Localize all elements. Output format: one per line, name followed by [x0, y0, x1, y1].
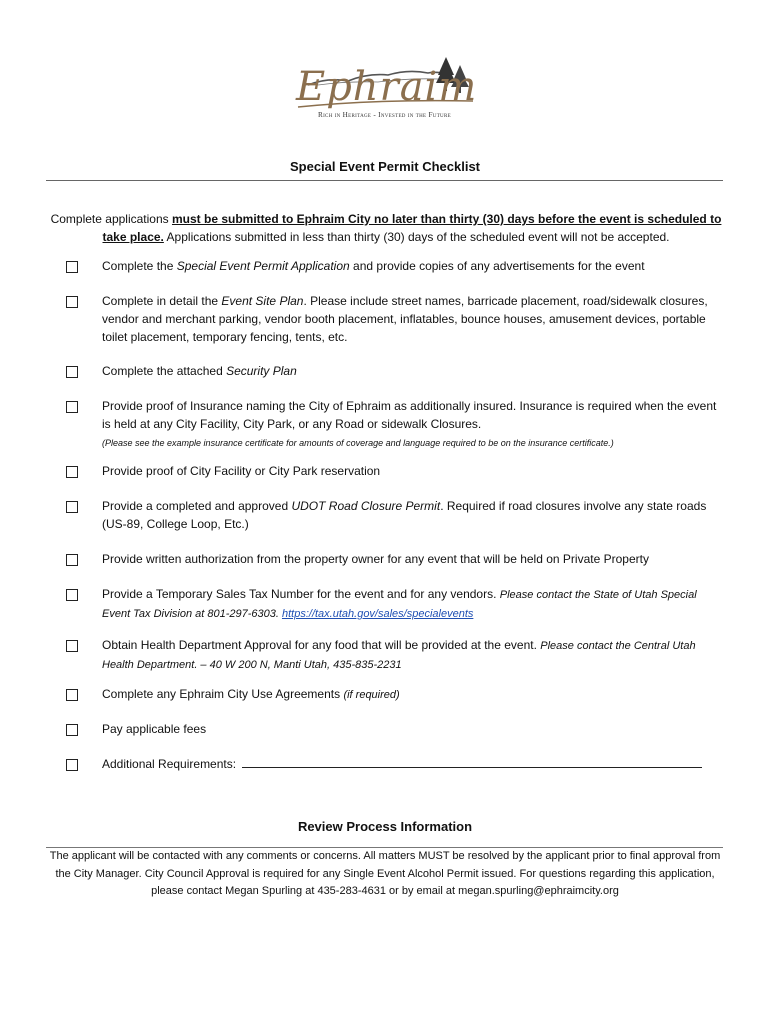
review-paragraph: The applicant will be contacted with any comments or concerns. All matters MUST be resolved by the applicant prior to final approval from the City Manager. City Council Approval is required for any Single Event Alcohol Permit issued. For questions regarding this application, please contact Megan Spurling at 435-283-4631 or by email at megan.spurling@ephraimcity.org: [49, 850, 721, 897]
checkbox-udot-permit[interactable]: [66, 501, 78, 513]
checklist-item: Provide written authorization from the property owner for any event that will be held on Private Property: [102, 552, 649, 566]
intro-tail: Applications submitted in less than thirty (30) days of the scheduled event will not be accepted.: [163, 230, 670, 244]
ephraim-logo: [288, 55, 488, 127]
checkbox-use-agreements[interactable]: [66, 689, 78, 701]
checklist-item: Provide a Temporary Sales Tax Number for the event and for any vendors. Please contact the State of Utah Special Event Tax Division at 801-297-6303. https://tax.utah.gov/sales/specialevents: [102, 587, 697, 620]
checkbox-sales-tax[interactable]: [66, 589, 78, 601]
page-title: Special Event Permit Checklist: [289, 159, 481, 174]
checklist-item: Provide a completed and approved UDOT Road Closure Permit. Required if road closures involve any state roads (US-89, College Loop, Etc.): [102, 499, 707, 531]
checklist-item: Additional Requirements:: [102, 755, 722, 773]
insurance-note: (Please see the example insurance certificate for amounts of coverage and language required to be on the insurance certificate.): [102, 438, 614, 448]
checklist-item: Obtain Health Department Approval for any food that will be provided at the event. Please contact the Central Utah Health Department. – 40 W 200 N, Manti Utah, 435-835-2231: [102, 638, 696, 671]
logo-wordmark: Ephraim: [296, 64, 478, 110]
logo-tagline: Rich in Heritage - Invested in the Future: [318, 111, 451, 119]
checklist-item: Complete the attached Security Plan: [102, 364, 297, 378]
review-section-title: Review Process Information: [297, 819, 473, 834]
checkbox-permit-application[interactable]: [66, 261, 78, 273]
checklist-item: Provide proof of Insurance naming the City of Ephraim as additionally insured. Insurance is required when the event is held at any City Facility, City Park, or any Road or sidewalk Closures. (Please see the example insurance certificate for amounts of coverage and language required to be on the insurance certificate.): [102, 399, 717, 448]
intro-deadline: must be submitted to Ephraim City no later than thirty (30) days before the event is scheduled to take place.: [102, 212, 722, 244]
checkbox-site-plan[interactable]: [66, 296, 78, 308]
intro-paragraph: [48, 210, 724, 246]
checkbox-reservation[interactable]: [66, 466, 78, 478]
checklist-item: Pay applicable fees: [102, 722, 207, 736]
checklist-item: Complete the Special Event Permit Application and provide copies of any advertisements for the event: [102, 259, 645, 273]
additional-requirements-field[interactable]: [242, 755, 702, 768]
checkbox-security-plan[interactable]: [66, 366, 78, 378]
checkbox-insurance[interactable]: [66, 401, 78, 413]
checkbox-additional-requirements[interactable]: [66, 759, 78, 771]
checklist-item: Complete any Ephraim City Use Agreements (if required): [102, 687, 400, 701]
checkbox-property-authorization[interactable]: [66, 554, 78, 566]
title-divider: [46, 180, 723, 181]
checkbox-fees[interactable]: [66, 724, 78, 736]
intro-lead: Complete applications: [50, 212, 172, 226]
checklist-item: Complete in detail the Event Site Plan. Please include street names, barricade placement, road/sidewalk closures, vendor and merchant parking, vendor booth placement, inflatables, bounce houses, amusement devices, portable toilet placement, temporary fencing, tents, etc.: [102, 294, 708, 344]
checklist-item: Provide proof of City Facility or City Park reservation: [102, 464, 381, 478]
tax-link[interactable]: https://tax.utah.gov/sales/specialevents: [281, 608, 474, 620]
checkbox-health-department[interactable]: [66, 640, 78, 652]
